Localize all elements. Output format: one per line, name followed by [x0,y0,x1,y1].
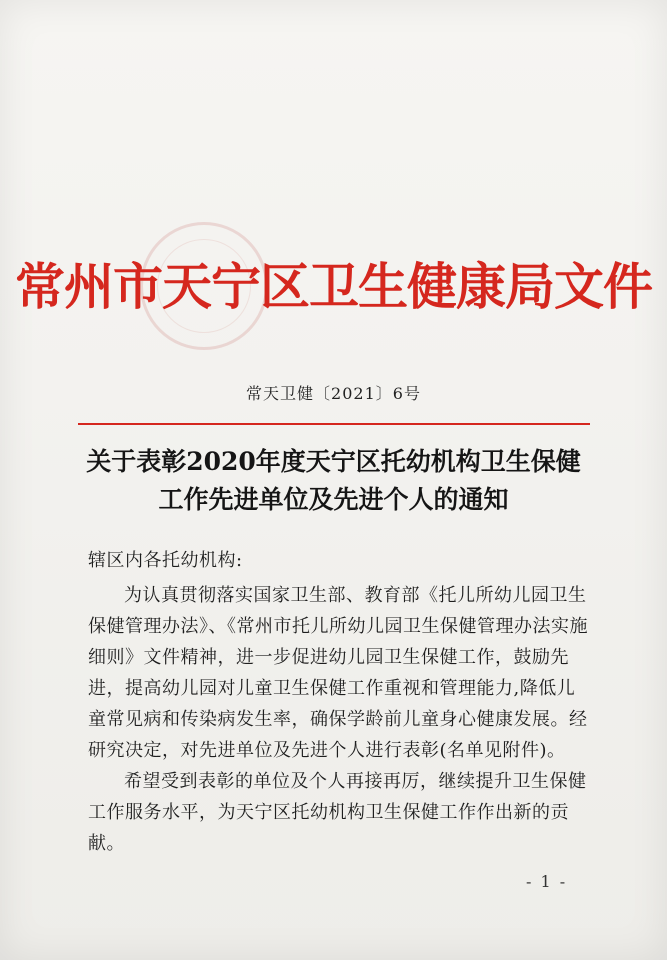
body-paragraph-2: 希望受到表彰的单位及个人再接再厉，继续提升卫生保健工作服务水平，为天宁区托幼机构卫生保健工作作出新的贡献。 [88,771,587,854]
notice-title-line-1: 关于表彰2020年度天宁区托幼机构卫生保健 [86,447,581,476]
notice-title [0,443,667,519]
notice-body [88,545,588,859]
body-paragraph-1: 为认真贯彻落实国家卫生部、教育部《托儿所幼儿园卫生保健管理办法》、《常州市托儿所幼儿园卫生保健管理办法实施细则》文件精神，进一步促进幼儿园卫生保健工作，鼓励先进，提高幼儿园对儿童卫生保健工作重视和管理能力,降低儿童常见病和传染病发生率，确保学龄前儿童身心健康发展。经研究决定，对先进单位及先进个人进行表彰(名单见附件)。 [88,585,588,761]
document-number: 常天卫健〔2021〕6号 [246,384,421,403]
notice-title-line-2: 工作先进单位及先进个人的通知 [158,485,509,514]
agency-header-title: 常州市天宁区卫生健康局文件 [15,258,652,316]
red-divider-line [78,423,590,425]
page-number: - 1 - [526,872,568,891]
addressee: 辖区内各托幼机构: [88,550,243,571]
